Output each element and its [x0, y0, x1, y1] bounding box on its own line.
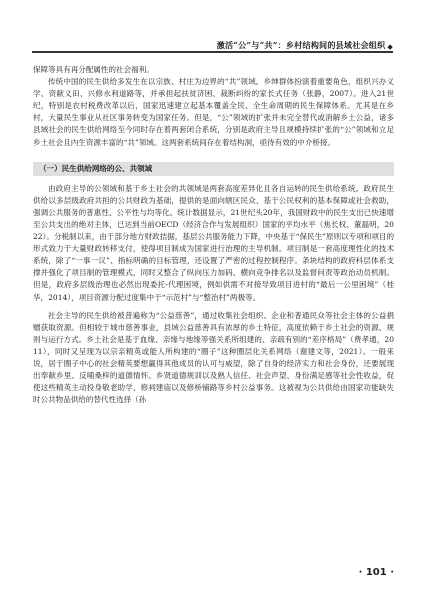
- paragraph-common-domain: 社会主导的民生供给被普遍称为“公益慈善”，通过收集社会组织、企业和普通民众等社会主体的公益捐赠获取资源。但相较于城市慈善事业，县域公益慈善具有浓厚的乡土特征，高度依赖于乡土社会的资源、规则与运行方式。乡土社会是基于血缘、亲缘与地缘等强关系所组建的、亲疏有别的“差序格局”（费孝通，2011），同时又呈现为以宗亲精英或能人所构建的“圈子”这种圈层化关系网络（谢建文等，2021）。一般来说，居于圈子中心的社会精英要想赢得其他成员的认可与威望，除了自身的经济实力和社会身份，还要展现出奉献乡里、反哺桑梓的道德情怀。乡贤道德规训以及熟人信任、社会声望、身份满足感等社会性收益，促使这些精英主动投身敬老助学、修祠建庙以及修桥铺路等乡村公益事务。这被视为公共供给由国家功能缺失时公共物品供给的替代性选择（孙: [33, 310, 394, 405]
- section-spacer: [33, 149, 394, 155]
- paragraph-continuation: 保障等具有再分配属性的社会福利。: [33, 65, 154, 74]
- section-heading: （一）民生供给网络的公、共领域: [33, 162, 394, 176]
- paragraph-intro: 传统中国的民生供给多发生在以宗族、村庄为边界的“共”领域。乡绅群体扮演着重要角色，组织兴办义学、资献义田、兴修水利道路等，并承担起扶贫济困、裁断纠纷的家长式任务（张静，2007）。进入21世纪，特别是农村税费改革以后，国家迅速建立起基本覆盖全民、全生命周期的民生保障体系。尤其是在乡村，大量民生事业从社区事务转变为国家任务。但是，“公”领域的扩张并未完全替代或消解乡土公益，诸多县域社会的民生供给网络至今同时存在着两套闭合系统，分别是政府主导且规模持续扩张的“公”领域和立足乡土社会且内生资源丰富的“共”领域。这两套系统间存在着结构洞，亟待有效的中介桥接。: [33, 77, 394, 147]
- running-header-title: 激活“公”与“共”：乡村结构间的县域社会组织: [216, 40, 386, 50]
- running-header: [32, 38, 393, 53]
- paragraph-public-domain: 由政府主导的公领域和基于乡土社会的共领域是两套高度差异化且各自运转的民生供给系统。政府民生供给以多层级政府共担的公共财政为基础，提供的是面向辖区民众、基于公民权利的基本保障或社会救助，强调公共服务的普惠性、公平性与均等化。统计数据显示，21世纪头20年，我国财政中的民生支出已快速增至公共支出的绝对主体，已达到当前OECD（经济合作与发展组织）国家的平均水平（焦长权、董磊明，2022）。分税制以来，由于部分地方财政拮据，基层公共服务能力下降，中央基于“保民生”原则以专项和项目的形式致力于大量财政转移支付，使得项目制成为国家进行治理的主导机制。项目制是一套高度理性化的技术系统，除了“一事一议”、指标明确的目标管理，还设置了严密的过程控制程序。条块结构的政府科层体系支撑并强化了项目制的管理模式，同时又整合了纵向压力加码、横向竞争排名以及监督问责等政治动员机制。但是，政府多层级治理也必然出现委托-代理困境，例如供需不对接导致项目进村的“最后一公里困境”（桂华，2014），项目资源分配过度集中于“示范村”与“整治村”两极等。: [33, 183, 394, 302]
- article-body: [33, 64, 394, 406]
- diamond-icon: ◆: [387, 42, 393, 51]
- page-number: · 101 ·: [358, 567, 394, 578]
